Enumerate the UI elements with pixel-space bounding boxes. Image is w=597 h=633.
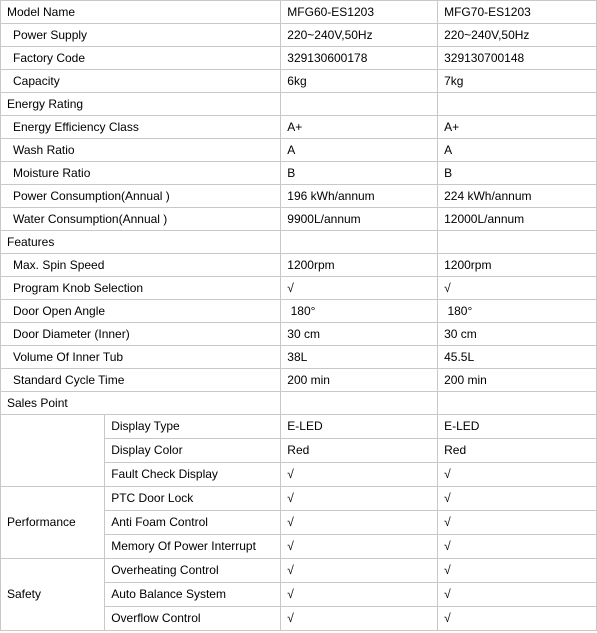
spec-value-2: A <box>438 139 597 162</box>
section-title: Sales Point <box>1 392 281 415</box>
spec-label: Standard Cycle Time <box>1 369 281 392</box>
empty-cell <box>281 231 438 254</box>
spec-label: Moisture Ratio <box>1 162 281 185</box>
empty-cell <box>438 392 597 415</box>
group-label-safety: Safety <box>1 559 105 631</box>
header-label: Model Name <box>1 1 281 24</box>
spec-value-2: 45.5L <box>438 346 597 369</box>
section-row-features <box>1 231 597 254</box>
spec-label: Program Knob Selection <box>1 277 281 300</box>
spec-row <box>1 185 597 208</box>
empty-cell <box>438 231 597 254</box>
spec-label: Power Supply <box>1 24 281 47</box>
spec-label: Volume Of Inner Tub <box>1 346 281 369</box>
model-2-name: MFG70-ES1203 <box>438 1 597 24</box>
spec-label: Energy Efficiency Class <box>1 116 281 139</box>
spec-row <box>1 208 597 231</box>
spec-value-1: 30 cm <box>281 323 438 346</box>
spec-value-2: √ <box>438 583 597 607</box>
spec-row <box>1 559 597 583</box>
spec-value-1: Red <box>281 439 438 463</box>
spec-label: Overflow Control <box>105 607 281 631</box>
spec-value-2: 200 min <box>438 369 597 392</box>
spec-value-1: A+ <box>281 116 438 139</box>
spec-row <box>1 323 597 346</box>
spec-row <box>1 116 597 139</box>
spec-row <box>1 70 597 93</box>
empty-cell <box>438 93 597 116</box>
empty-cell <box>281 93 438 116</box>
spec-label: Door Open Angle <box>1 300 281 323</box>
spec-value-2: 30 cm <box>438 323 597 346</box>
spec-value-1: 9900L/annum <box>281 208 438 231</box>
spec-value-1: 329130600178 <box>281 47 438 70</box>
spec-label: Wash Ratio <box>1 139 281 162</box>
spec-value-2: 7kg <box>438 70 597 93</box>
spec-label: Power Consumption(Annual ) <box>1 185 281 208</box>
spec-row <box>1 139 597 162</box>
spec-value-1: A <box>281 139 438 162</box>
spec-label: Memory Of Power Interrupt <box>105 535 281 559</box>
spec-value-1: B <box>281 162 438 185</box>
spec-value-2: A+ <box>438 116 597 139</box>
spec-row <box>1 300 597 323</box>
spec-row <box>1 415 597 439</box>
spec-row <box>1 24 597 47</box>
group-label <box>1 415 105 487</box>
spec-label: PTC Door Lock <box>105 487 281 511</box>
spec-value-1: 220~240V,50Hz <box>281 24 438 47</box>
spec-value-2: √ <box>438 463 597 487</box>
section-title: Energy Rating <box>1 93 281 116</box>
header-row <box>1 1 597 24</box>
section-row-energy <box>1 93 597 116</box>
spec-value-1: 6kg <box>281 70 438 93</box>
spec-value-1: √ <box>281 277 438 300</box>
spec-value-1: √ <box>281 559 438 583</box>
spec-value-1: √ <box>281 511 438 535</box>
spec-value-1: √ <box>281 487 438 511</box>
spec-value-2: √ <box>438 487 597 511</box>
spec-row <box>1 277 597 300</box>
section-title: Features <box>1 231 281 254</box>
spec-value-2: √ <box>438 277 597 300</box>
spec-row <box>1 254 597 277</box>
spec-value-2: 180° <box>438 300 597 323</box>
spec-value-2: Red <box>438 439 597 463</box>
spec-label: Overheating Control <box>105 559 281 583</box>
spec-row <box>1 487 597 511</box>
spec-value-2: 329130700148 <box>438 47 597 70</box>
spec-label: Auto Balance System <box>105 583 281 607</box>
spec-label: Factory Code <box>1 47 281 70</box>
spec-value-1: 196 kWh/annum <box>281 185 438 208</box>
spec-value-1: 200 min <box>281 369 438 392</box>
section-row-sales <box>1 392 597 415</box>
spec-value-2: √ <box>438 559 597 583</box>
spec-label: Max. Spin Speed <box>1 254 281 277</box>
spec-label: Door Diameter (Inner) <box>1 323 281 346</box>
spec-value-2: √ <box>438 607 597 631</box>
group-label-performance: Performance <box>1 487 105 559</box>
spec-row <box>1 346 597 369</box>
spec-label: Display Color <box>105 439 281 463</box>
spec-value-1: 1200rpm <box>281 254 438 277</box>
spec-value-2: √ <box>438 511 597 535</box>
spec-value-1: 38L <box>281 346 438 369</box>
spec-value-1: √ <box>281 607 438 631</box>
spec-value-2: 220~240V,50Hz <box>438 24 597 47</box>
spec-label: Water Consumption(Annual ) <box>1 208 281 231</box>
spec-label: Display Type <box>105 415 281 439</box>
spec-row <box>1 162 597 185</box>
spec-value-1: E-LED <box>281 415 438 439</box>
spec-label: Capacity <box>1 70 281 93</box>
spec-value-1: √ <box>281 535 438 559</box>
model-1-name: MFG60-ES1203 <box>281 1 438 24</box>
empty-cell <box>281 392 438 415</box>
spec-value-2: √ <box>438 535 597 559</box>
spec-row <box>1 369 597 392</box>
spec-value-2: 12000L/annum <box>438 208 597 231</box>
spec-value-2: 1200rpm <box>438 254 597 277</box>
spec-value-2: B <box>438 162 597 185</box>
spec-row <box>1 47 597 70</box>
spec-value-1: √ <box>281 583 438 607</box>
spec-value-1: 180° <box>281 300 438 323</box>
spec-value-1: √ <box>281 463 438 487</box>
spec-value-2: 224 kWh/annum <box>438 185 597 208</box>
spec-value-2: E-LED <box>438 415 597 439</box>
spec-label: Anti Foam Control <box>105 511 281 535</box>
spec-label: Fault Check Display <box>105 463 281 487</box>
